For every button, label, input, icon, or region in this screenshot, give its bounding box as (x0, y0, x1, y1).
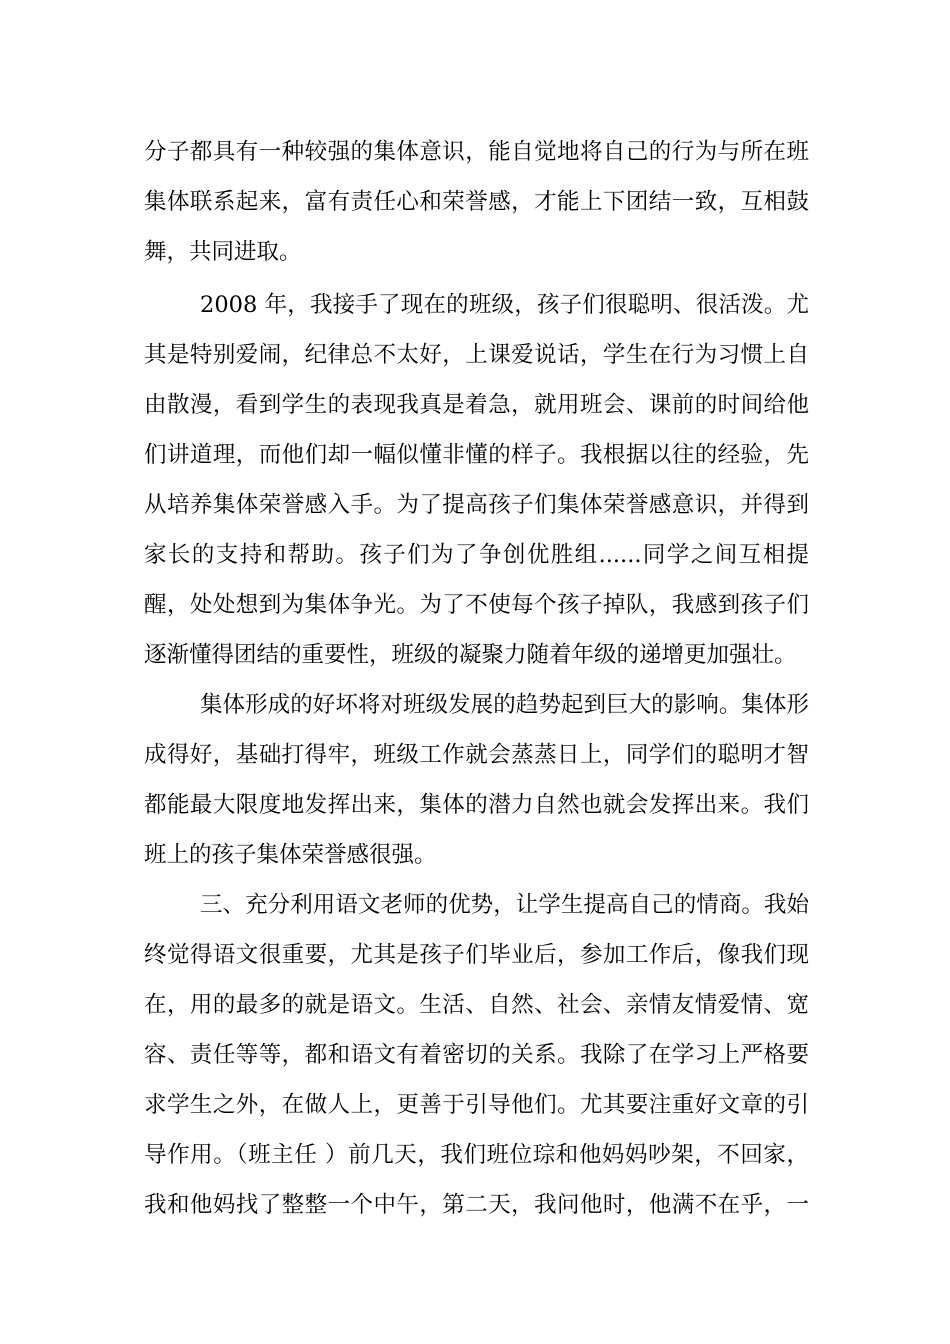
paragraph-line: 容、责任等等，都和语文有着密切的关系。我除了在学习上严格要 (144, 1042, 809, 1068)
paragraph-line: 终觉得语文很重要，尤其是孩子们毕业后，参加工作后，像我们现 (144, 942, 809, 968)
paragraph-line: 2008 年，我接手了现在的班级，孩子们很聪明、很活泼。尤 (200, 292, 809, 318)
paragraph-line: 舞，共同进取。 (144, 239, 302, 265)
paragraph-line: 醒，处处想到为集体争光。为了不使每个孩子掉队，我感到孩子们 (144, 592, 809, 618)
paragraph-line: 逐渐懂得团结的重要性，班级的凝聚力随着年级的递增更加强壮。 (144, 642, 797, 668)
paragraph-line: 求学生之外，在做人上，更善于引导他们。尤其要注重好文章的引 (144, 1092, 809, 1118)
paragraph-line: 成得好，基础打得牢，班级工作就会蒸蒸日上，同学们的聪明才智 (144, 742, 809, 768)
paragraph-line: 集体联系起来，富有责任心和荣誉感，才能上下团结一致，互相鼓 (144, 189, 809, 215)
paragraph-line: 们讲道理，而他们却一幅似懂非懂的样子。我根据以往的经验，先 (144, 442, 809, 468)
paragraph-line: 从培养集体荣誉感入手。为了提高孩子们集体荣誉感意识，并得到 (144, 492, 809, 518)
paragraph-line: 由散漫，看到学生的表现我真是着急，就用班会、课前的时间给他 (144, 392, 809, 418)
paragraph-line: 导作用。（班主任 ）前几天，我们班位琮和他妈妈吵架，不回家， (144, 1142, 809, 1168)
paragraph-line: 我和他妈找了整整一个中午，第二天，我问他时，他满不在乎，一 (144, 1192, 809, 1218)
paragraph-line: 其是特别爱闹，纪律总不太好，上课爱说话，学生在行为习惯上自 (144, 342, 809, 368)
paragraph-line: 三、充分利用语文老师的优势，让学生提高自己的情商。我始 (200, 892, 809, 918)
paragraph-line: 分子都具有一种较强的集体意识，能自觉地将自己的行为与所在班 (144, 139, 809, 165)
paragraph-line: 班上的孩子集体荣誉感很强。 (144, 842, 437, 868)
paragraph-line: 都能最大限度地发挥出来，集体的潜力自然也就会发挥出来。我们 (144, 792, 809, 818)
paragraph-line: 在，用的最多的就是语文。生活、自然、社会、亲情友情爱情、宽 (144, 992, 809, 1018)
paragraph-line: 家长的支持和帮助。孩子们为了争创优胜组......同学之间互相提 (144, 542, 809, 568)
paragraph-line: 集体形成的好坏将对班级发展的趋势起到巨大的影响。集体形 (200, 692, 809, 718)
